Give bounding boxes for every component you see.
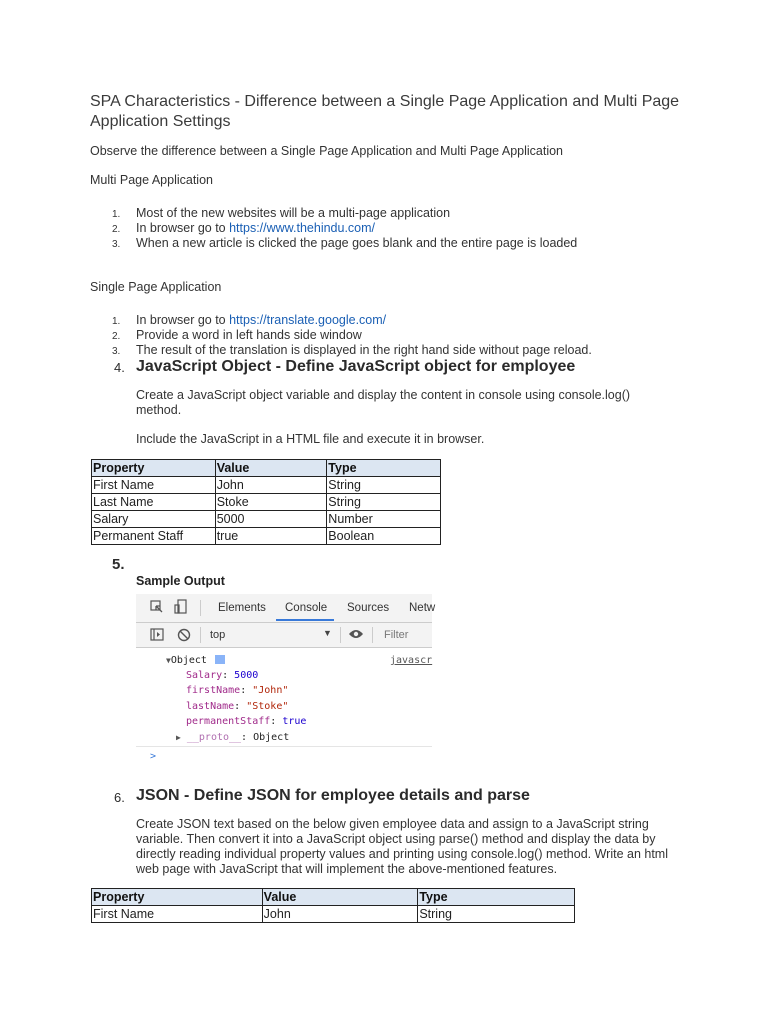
- device-toolbar-icon[interactable]: [174, 599, 188, 618]
- list-number: 2.: [112, 331, 121, 342]
- spa-list: [112, 313, 696, 358]
- prop-lastname: lastName: "Stoke": [186, 701, 289, 712]
- eye-icon[interactable]: [348, 628, 364, 643]
- active-tab-indicator: [276, 619, 334, 621]
- prop-firstname: firstName: "John": [186, 685, 289, 696]
- prop-key: permanentStaff: [186, 716, 271, 727]
- cell: First Name: [92, 906, 263, 923]
- spa-heading: Single Page Application: [90, 280, 222, 294]
- proto-key: __proto__: [186, 732, 242, 743]
- expand-triangle-icon[interactable]: ▶: [176, 733, 181, 742]
- cell: Permanent Staff: [92, 528, 216, 545]
- tab-console[interactable]: Console: [285, 602, 328, 614]
- filter-input[interactable]: Filter: [384, 629, 409, 641]
- table-row: [92, 906, 575, 923]
- console-prompt[interactable]: >: [150, 751, 157, 762]
- header-value: Value: [215, 460, 327, 477]
- cell: 5000: [215, 511, 327, 528]
- header-property: Property: [92, 460, 216, 477]
- section-6-para: Create JSON text based on the below given employee data and assign to a JavaScript string variable. Then convert it into a JavaScript object using parse() method and display the data by directly reading individual property values and printing using console.log() method. Write an html web page with JavaScript that will implement the above-mentioned features.: [136, 817, 668, 876]
- tab-sources[interactable]: Sources: [347, 602, 390, 614]
- section-4-heading: JavaScript Object - Define JavaScript object for employee: [136, 358, 576, 375]
- context-select[interactable]: top: [210, 629, 226, 641]
- page-title: SPA Characteristics - Difference between a Single Page Application and Multi Page Application Settings: [90, 93, 680, 130]
- cell: String: [327, 494, 441, 511]
- section-4-number: 4.: [114, 360, 125, 375]
- cell: Number: [327, 511, 441, 528]
- cell: First Name: [92, 477, 216, 494]
- header-type: Type: [418, 889, 575, 906]
- proto-row[interactable]: ▶ __proto__: Object: [176, 732, 290, 743]
- list-item-text: When a new article is clicked the page goes blank and the entire page is loaded: [136, 236, 578, 250]
- tab-elements[interactable]: Elements: [218, 602, 266, 614]
- cell: String: [418, 906, 575, 923]
- devtools-tab-bar: [136, 594, 436, 623]
- proto-value: Object: [253, 732, 290, 743]
- object-label: Object: [170, 655, 207, 666]
- list-item-text: The result of the translation is displayed in the right hand side without page reload.: [136, 343, 592, 357]
- cell: John: [262, 906, 418, 923]
- section-4-para1: Create a JavaScript object variable and display the content in console using console.log() method.: [136, 388, 631, 417]
- cell: true: [215, 528, 327, 545]
- cell: Salary: [92, 511, 216, 528]
- table-row: [92, 528, 441, 545]
- info-icon[interactable]: [215, 655, 225, 664]
- list-item: [112, 206, 696, 221]
- cell: String: [327, 477, 441, 494]
- expand-triangle-icon[interactable]: ▼: [166, 656, 171, 665]
- console-toolbar: [136, 623, 432, 648]
- list-item-text: Provide a word in left hands side window: [136, 328, 362, 342]
- table-row: [92, 494, 441, 511]
- tab-network[interactable]: Netw: [409, 602, 436, 614]
- cell: Boolean: [327, 528, 441, 545]
- list-item-text: In browser go to: [136, 221, 230, 235]
- list-item: [112, 236, 696, 251]
- json-employee-table: [91, 888, 575, 923]
- table-row: [92, 511, 441, 528]
- mpa-list: [112, 206, 696, 251]
- prop-key: lastName: [186, 701, 235, 712]
- list-item-text: Most of the new websites will be a multi-page application: [136, 206, 451, 220]
- header-type: Type: [327, 460, 441, 477]
- prop-value: 5000: [234, 670, 259, 681]
- list-number: 3.: [112, 346, 121, 357]
- list-item: [112, 343, 696, 358]
- list-number: 1.: [112, 316, 121, 327]
- section-6-number: 6.: [114, 790, 125, 805]
- list-item: [112, 328, 696, 343]
- header-value: Value: [262, 889, 418, 906]
- source-link[interactable]: javascr: [390, 655, 433, 666]
- prop-key: firstName: [186, 685, 241, 696]
- section-5-number: 5.: [112, 556, 125, 573]
- prop-key: Salary: [186, 670, 223, 681]
- list-number: 1.: [112, 209, 121, 220]
- prop-value: true: [282, 716, 307, 727]
- table-header-row: [92, 889, 575, 906]
- prop-salary: Salary: 5000: [186, 670, 259, 681]
- object-row[interactable]: [166, 653, 225, 668]
- employee-table: [91, 459, 441, 545]
- mpa-heading: Multi Page Application: [90, 173, 213, 187]
- inspect-icon[interactable]: [150, 600, 164, 617]
- table-row: [92, 477, 441, 494]
- list-item: [112, 313, 696, 328]
- list-number: 2.: [112, 224, 121, 235]
- google-translate-link[interactable]: https://translate.google.com/: [229, 313, 387, 327]
- list-item-text: In browser go to: [136, 313, 230, 327]
- list-number: 3.: [112, 239, 121, 250]
- intro-text: Observe the difference between a Single Page Application and Multi Page Application: [90, 144, 564, 158]
- chevron-down-icon[interactable]: ▼: [323, 628, 332, 638]
- cell: Last Name: [92, 494, 216, 511]
- section-4-para2: Include the JavaScript in a HTML file and execute it in browser.: [136, 432, 485, 446]
- prop-value: "John": [252, 685, 289, 696]
- prop-permanentstaff: permanentStaff: true: [186, 716, 307, 727]
- cell: John: [215, 477, 327, 494]
- sidebar-toggle-icon[interactable]: [150, 628, 164, 644]
- list-item: [112, 221, 696, 236]
- sample-output-label: Sample Output: [136, 574, 225, 588]
- clear-console-icon[interactable]: [177, 628, 191, 645]
- prop-value: "Stoke": [246, 701, 289, 712]
- thehindu-link[interactable]: https://www.thehindu.com/: [229, 221, 376, 235]
- devtools-screenshot: [136, 594, 436, 762]
- cell: Stoke: [215, 494, 327, 511]
- section-6-heading: JSON - Define JSON for employee details and parse: [136, 787, 530, 804]
- table-header-row: [92, 460, 441, 477]
- header-property: Property: [92, 889, 263, 906]
